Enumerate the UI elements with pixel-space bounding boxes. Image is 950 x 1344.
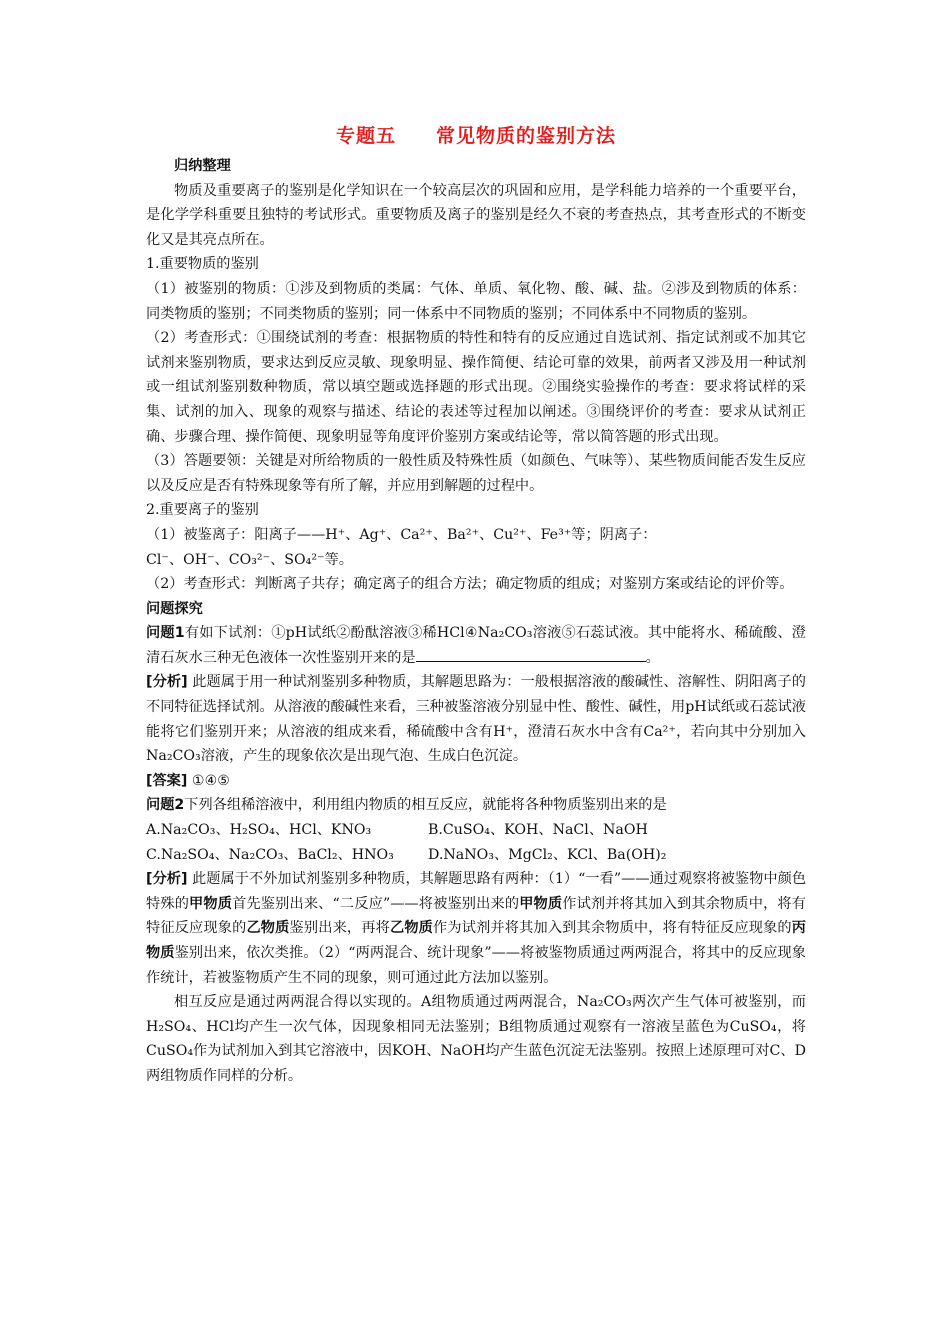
paragraph-4b: Cl⁻、OH⁻、CO₃²⁻、SO₄²⁻等。 [146,551,353,568]
page-title: 专题五 常见物质的鉴别方法 [335,125,617,147]
summary-heading: 归纳整理 [174,158,231,174]
options-row-2: C.Na₂SO₄、Na₂CO₃、BaCl₂、HNO₃ D.NaNO₃、MgCl₂、KCl、Ba(OH)₂ [146,846,667,863]
question-1-answer: [答案] ①④⑤ [146,772,231,789]
paragraph-3: （3）答题要领：关键是对所给物质的一般性质及特殊性质（如颜色、气味等）、某些物质间能否发生反应以及反应是否有特殊现象等有所了解，并应用到解题的过程中。 [146,453,806,494]
explore-heading: 问题探究 [146,600,203,617]
heading-substance: 1.重要物质的鉴别 [146,256,259,273]
question-1: 问题1有如下试剂：①pH试纸②酚酞溶液③稀HCl④Na₂CO₃溶液⑤石蕊试液。其中能将水、稀硫酸、澄清石灰水三种无色液体一次性鉴别开来的是 。 [146,625,806,666]
question-2-explanation: 相互反应是通过两两混合得以实现的。A组物质通过两两混合，Na₂CO₃两次产生气体可被鉴别，而H₂SO₄、HCl均产生一次气体，因现象相同无法鉴别；B组物质通过观察有一溶液呈蓝色为CuSO₄，将CuSO₄作为试剂加入到其它溶液中，因KOH、NaOH均产生蓝色沉淀无法鉴别。按照上述原理可对C、D两组物质作同样的分析。 [146,994,806,1084]
paragraph-2: （2）考查形式：①围绕试剂的考查：根据物质的特性和特有的反应通过自选试剂、指定试剂或不加其它试剂来鉴别物质，要求达到反应灵敏、现象明显、操作简便、结论可靠的效果，前两者又涉及用一种试剂或一组试剂鉴别数种物质，常以填空题或选择题的形式出现。②围绕实验操作的考查：要求将试样的采集、试剂的加入、现象的观察与描述、结论的表述等过程加以阐述。③围绕评价的考查：要求从试剂正确、步骤合理、操作简便、现象明显等角度评价鉴别方案或结论等，常以简答题的形式出现。 [146,330,806,445]
question-2: 问题2下列各组稀溶液中，利用组内物质的相互反应，就能将各种物质鉴别出来的是 [146,797,667,814]
options-row-1: A.Na₂CO₃、H₂SO₄、HCl、KNO₃ B.CuSO₄、KOH、NaCl、NaOH [146,822,648,839]
paragraph-5: （2）考查形式：判断离子共存；确定离子的组合方法；确定物质的组成；对鉴别方案或结论的评价等。 [146,576,794,593]
question-2-analysis: [分析] 此题属于不外加试剂鉴别多种物质，其解题思路有两种：（1）“一看”——通过观察将被鉴物中颜色特殊的甲物质首先鉴别出来、“二反应”——将被鉴别出来的甲物质作试剂并将其加入到其余物质中，将有特征反应现象的乙物质鉴别出来，再将乙物质作为试剂并将其加入到其余物质中，将有特征反应现象的丙物质鉴别出来，依次类推。（2）“两两混合、统计现象”——将被鉴物质通过两两混合，将其中的反应现象作统计，若被鉴物质产生不同的现象，则可通过此方法加以鉴别。 [146,871,807,986]
answer-blank [416,647,646,662]
question-1-analysis: [分析] 此题属于用一种试剂鉴别多种物质，其解题思路为：一般根据溶液的酸碱性、溶解性、阴阳离子的不同特征选择试剂。从溶液的酸碱性来看，三种被鉴溶液分别显中性、酸性、碱性，用pH试纸或石蕊试液能将它们鉴别开来；从溶液的组成来看，稀硫酸中含有H⁺，澄清石灰水中含有Ca²⁺，若向其中分别加入Na₂CO₃溶液，产生的现象依次是出现气泡、生成白色沉淀。 [146,674,806,765]
paragraph-1: （1）被鉴别的物质：①涉及到物质的类属：气体、单质、氧化物、酸、碱、盐。②涉及到物质的体系：同类物质的鉴别；不同类物质的鉴别；同一体系中不同物质的鉴别；不同体系中不同物质的鉴别。 [146,280,806,322]
document-content [146,120,806,1089]
heading-ions: 2.重要离子的鉴别 [146,502,259,519]
paragraph-4: （1）被鉴离子：阳离子——H⁺、Ag⁺、Ca²⁺、Ba²⁺、Cu²⁺、Fe³⁺等；阴离子： [146,526,657,543]
intro-paragraph: 物质及重要离子的鉴别是化学知识在一个较高层次的巩固和应用，是学科能力培养的一个重要平台，是化学学科重要且独特的考试形式。重要物质及离子的鉴别是经久不衰的考查热点，其考查形式的不断变化又是其亮点所在。 [146,182,806,248]
